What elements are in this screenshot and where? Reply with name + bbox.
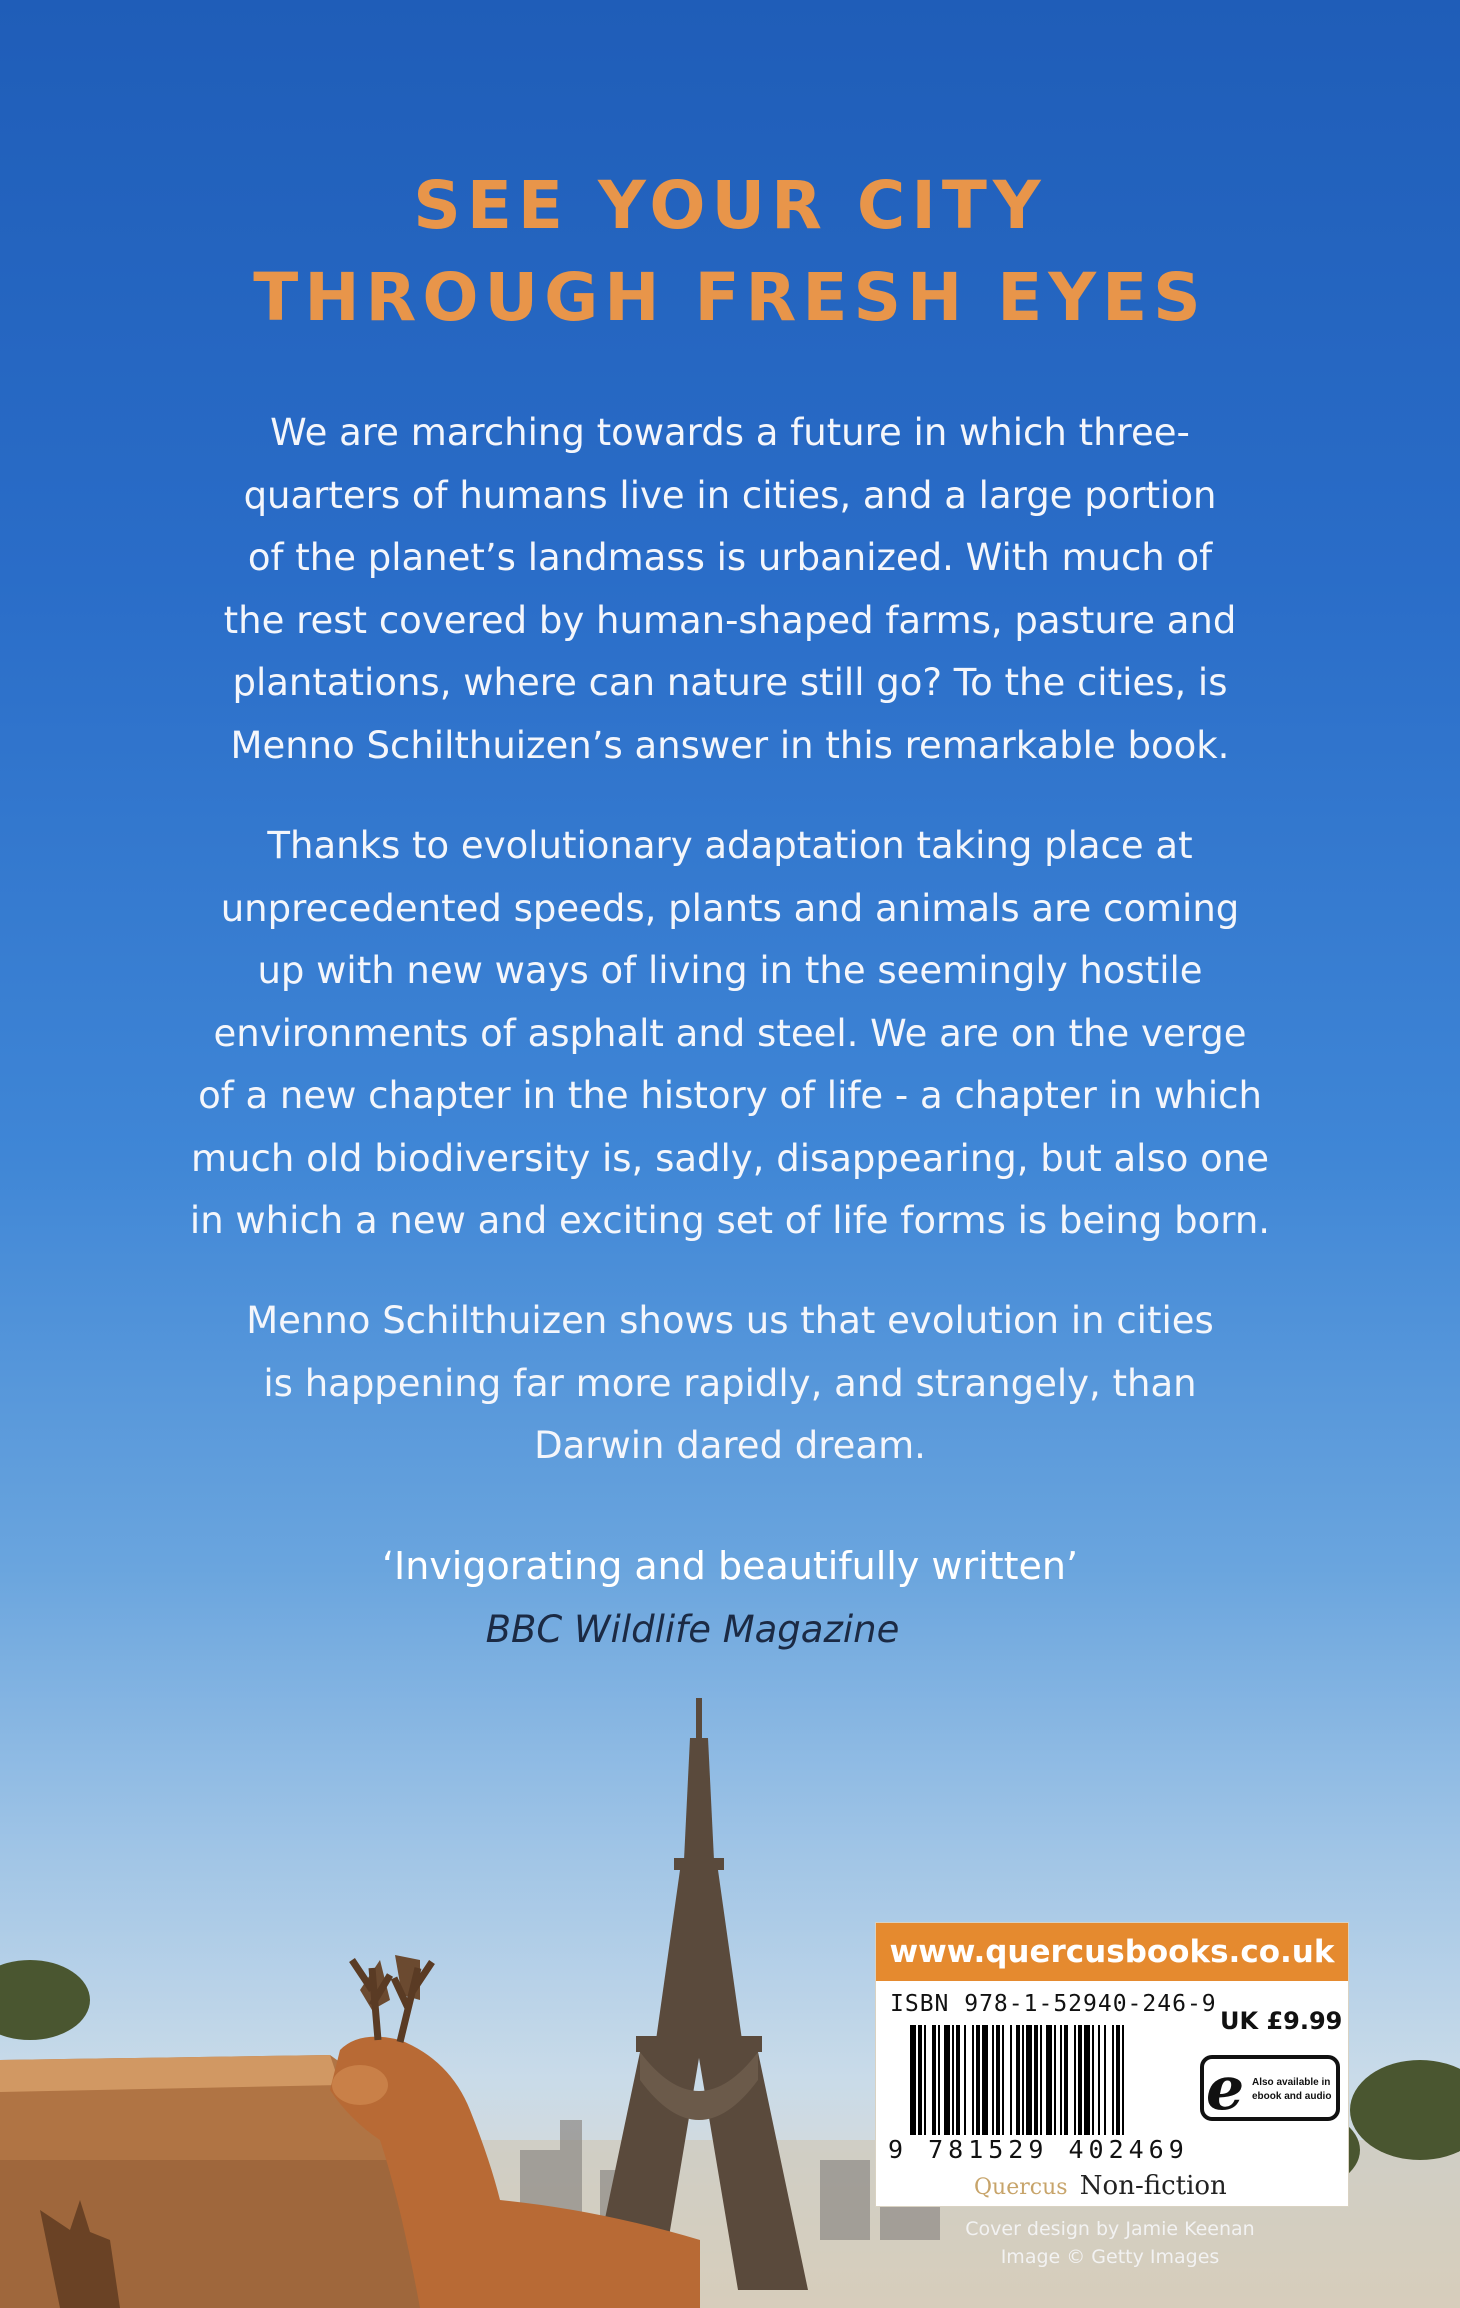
- price-barcode-sticker: [875, 1922, 1349, 2207]
- blurb-line: unprecedented speeds, plants and animals are coming: [220, 886, 1240, 930]
- barcode-bar: [972, 2025, 974, 2135]
- ebook-badge-line: Also available in: [1252, 2077, 1331, 2088]
- blurb-line: quarters of humans live in cities, and a large portion: [243, 473, 1217, 517]
- barcode-bar: [982, 2025, 988, 2135]
- barcode-bar: [952, 2025, 954, 2135]
- barcode-bar: [1092, 2025, 1094, 2135]
- publisher-url[interactable]: www.quercusbooks.co.uk: [876, 1923, 1348, 1981]
- blurb-line: of a new chapter in the history of life - a chapter in which: [198, 1074, 1262, 1117]
- barcode-bar: [1054, 2025, 1056, 2135]
- blurb-line: in which a new and exciting set of life forms is being born.: [189, 1199, 1271, 1242]
- barcode-bar: [964, 2025, 966, 2135]
- headline: [0, 160, 1460, 344]
- blurb-line: Darwin dared dream.: [534, 1424, 926, 1467]
- barcode-bar: [1022, 2025, 1024, 2135]
- review-source: BBC Wildlife Magazine: [485, 1608, 900, 1651]
- blurb-line: environments of asphalt and steel. We are on the verge: [213, 1011, 1247, 1055]
- barcode-bar: [938, 2025, 940, 2135]
- ebook-badge-line: ebook and audio: [1252, 2091, 1332, 2102]
- barcode-bar: [1010, 2025, 1012, 2135]
- barcode-bar: [1098, 2025, 1100, 2135]
- barcode-bar: [918, 2025, 922, 2135]
- blurb-paragraph-1: [60, 402, 1400, 777]
- barcode-bar: [992, 2025, 994, 2135]
- barcode-bar: [1046, 2025, 1052, 2135]
- isbn-label: ISBN 978-1-52940-246-9: [890, 1991, 1217, 2017]
- headline-line: SEE YOUR CITY: [413, 167, 1047, 244]
- barcode-bar: [1002, 2025, 1004, 2135]
- barcode-bar: [1034, 2025, 1038, 2135]
- blurb-paragraph-2: [60, 815, 1400, 1253]
- barcode-bar: [1026, 2025, 1032, 2135]
- headline-line: THROUGH FRESH EYES: [253, 259, 1207, 336]
- barcode-bar: [1060, 2025, 1062, 2135]
- blurb-line: is happening far more rapidly, and strangely, than: [263, 1361, 1197, 1405]
- imprint-line: [974, 2171, 1227, 2201]
- barcode-digits: 9 781529 402469: [888, 2135, 1189, 2164]
- blurb-line: plantations, where can nature still go? To the cities, is: [232, 661, 1228, 704]
- blurb-line: of the planet’s landmass is urbanized. With much of: [247, 536, 1213, 579]
- blurb-line: Menno Schilthuizen shows us that evolution in cities: [246, 1299, 1214, 1342]
- svg-text:e: e: [1206, 2054, 1245, 2124]
- barcode-bar: [944, 2025, 950, 2135]
- barcode-bar: [1112, 2025, 1114, 2135]
- barcode-bar: [932, 2025, 936, 2135]
- barcode-bar: [1074, 2025, 1076, 2135]
- barcode-bar: [924, 2025, 926, 2135]
- blurb-line: We are marching towards a future in which three-: [270, 411, 1190, 454]
- blurb-paragraph-3: [60, 1290, 1400, 1478]
- review-quote: ‘Invigorating and beautifully written’: [381, 1544, 1079, 1588]
- barcode-bar: [1064, 2025, 1068, 2135]
- barcode-bar: [1104, 2025, 1106, 2135]
- blurb-line: up with new ways of living in the seemingly hostile: [257, 949, 1203, 992]
- blurb-line: much old biodiversity is, sadly, disappearing, but also one: [191, 1136, 1269, 1180]
- image-credit: Image © Getty Images: [1000, 2246, 1220, 2268]
- barcode-bar: [1084, 2025, 1090, 2135]
- barcode-bar: [1016, 2025, 1020, 2135]
- cover-design-credit: Cover design by Jamie Keenan: [965, 2218, 1255, 2240]
- blurb-line: the rest covered by human-shaped farms, pasture and: [223, 598, 1237, 642]
- barcode-bar: [910, 2025, 916, 2135]
- barcode-bar: [1078, 2025, 1082, 2135]
- category-label: Non-fiction: [1079, 2171, 1227, 2201]
- price-label: UK £9.99: [1220, 2007, 1343, 2035]
- ebook-badge-icon: [1200, 2051, 1340, 2125]
- barcode-bar: [1122, 2025, 1124, 2135]
- barcode-bar: [1116, 2025, 1120, 2135]
- barcode-bar: [996, 2025, 1000, 2135]
- blurb-line: Menno Schilthuizen’s answer in this remarkable book.: [230, 723, 1230, 767]
- barcode-bar: [956, 2025, 960, 2135]
- barcode-graphic: [910, 2025, 1190, 2135]
- barcode-bar: [976, 2025, 980, 2135]
- imprint-brand: Quercus: [974, 2175, 1068, 2200]
- blurb-line: Thanks to evolutionary adaptation taking place at: [267, 824, 1193, 867]
- barcode-bar: [1040, 2025, 1042, 2135]
